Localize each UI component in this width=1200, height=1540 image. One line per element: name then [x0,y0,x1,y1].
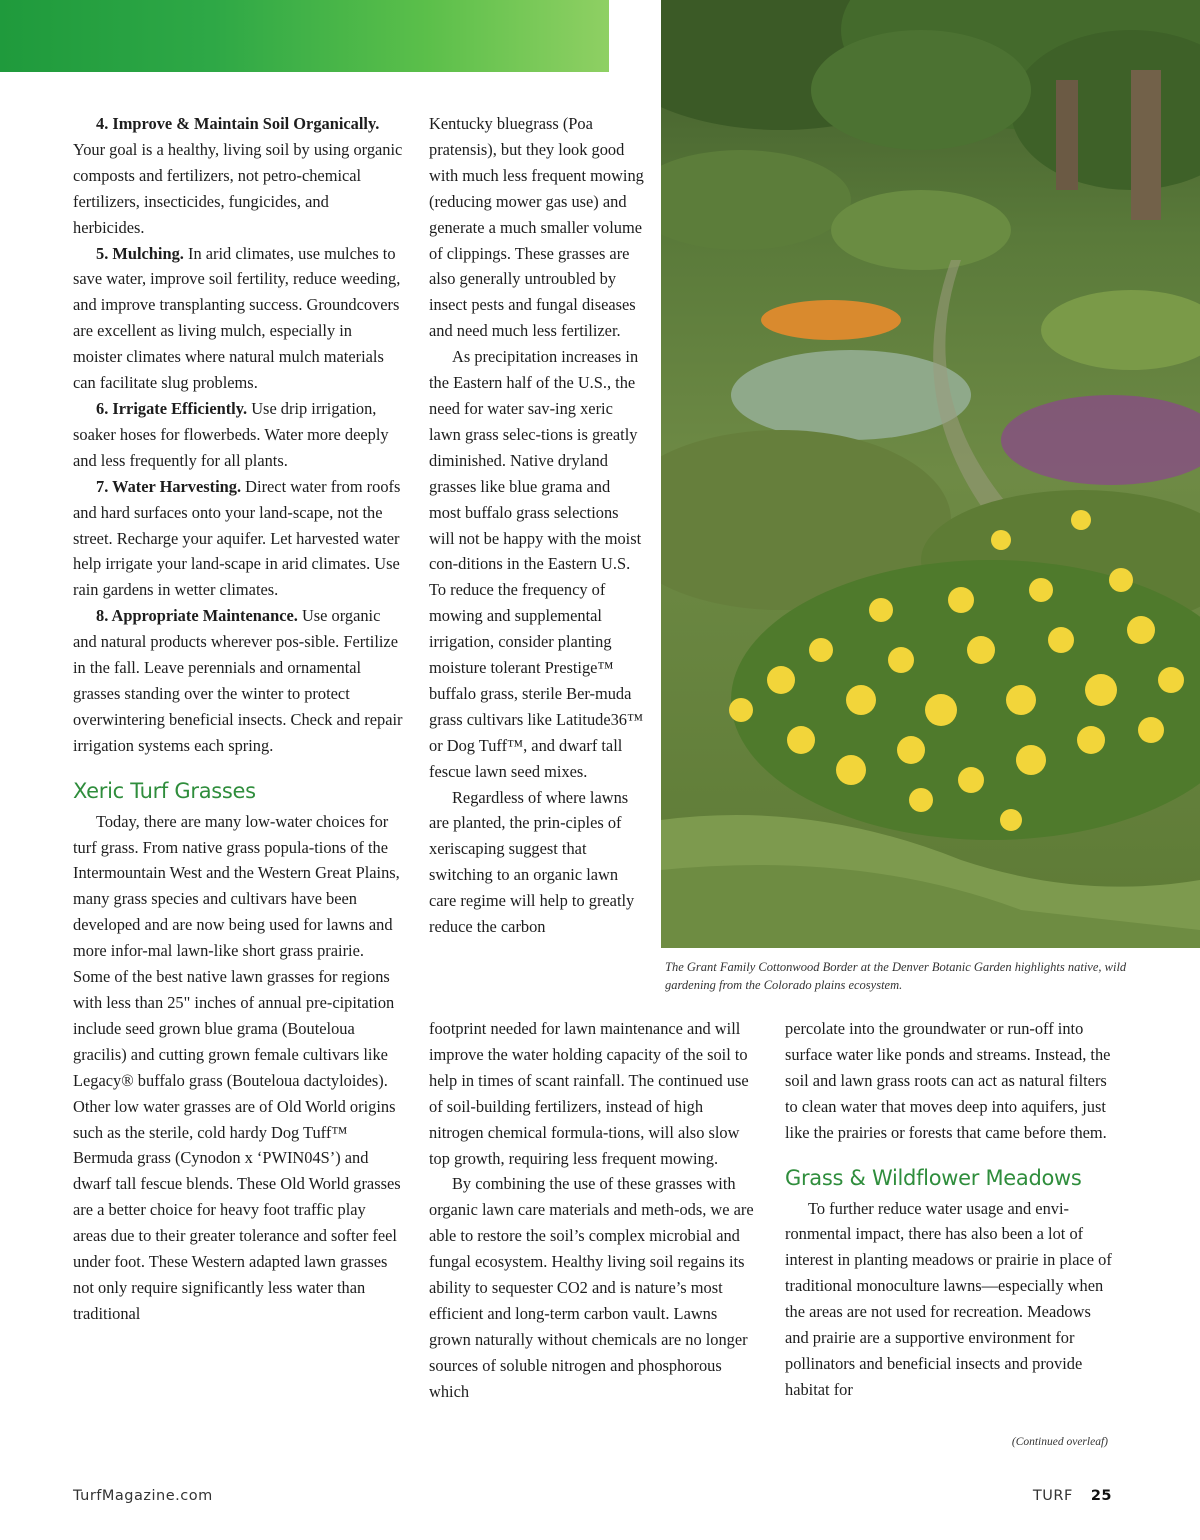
paragraph-mulching-heading: 5. Mulching. [96,243,184,263]
section-heading-xeric: Xeric Turf Grasses [73,778,256,803]
page-number: 25 [1090,1488,1112,1504]
footer-magazine: TURF [1032,1488,1073,1504]
footer-site: TurfMagazine.com [73,1488,213,1504]
header-color-bar [0,0,609,72]
paragraph-maintenance-heading: 8. Appropriate Maintenance. [96,606,298,626]
paragraph-meadows: To further reduce water usage and envi-ronmental impact, there has also been a lot of interest in planting meadows or prairie in place of traditional monoculture lawns—especially when the areas are not used for recreation. Meadows and prairie are a supportive environment for pollinators and beneficial insects and provide habitat for [785,1198,1112,1399]
paragraph-maintenance [73,603,403,758]
paragraph-xeric-intro: Today, there are many low-water choices for turf grass. From native grass popula-tions of the Intermountain West and the Western Great Plains, many grass species and cultivars have been developed and are now being used for lawns and more infor-mal lawn-like short grass prairie. Some of the best native lawn grasses for regions with less than 25" inches of annual pre-cipitation include seed grown blue grama (Bouteloua gracilis) and cutting grown female cultivars like Legacy® buffalo grass (Bouteloua dactyloides). Other low water grasses are of Old World origins such as the sterile, cold hardy Dog Tuff™ Bermuda grass (Cynodon x ‘PWIN04S’) and dwarf tall fescue blends. These Old World grasses are a better choice for heavy foot traffic play areas due to their greater tolerance and softer feel under foot. These Western adapted lawn grasses not only require significantly less water than traditional [73,811,401,1323]
paragraph-regardless-cont: footprint needed for lawn maintenance and will improve the water holding capacity of the soil to help in times of scant rainfall. The continued use of soil-building fertilizers, instead of high nitrogen chemical formula-tions, will also slow top growth, requiring less frequent mowing. [429,1019,749,1168]
section-heading-meadows: Grass & Wildflower Meadows [785,1165,1082,1190]
footer-page-info [1033,1488,1112,1504]
paragraph-combining: By combining the use of these grasses with organic lawn care materials and meth-ods, we are able to restore the soil’s complex microbial and fungal ecosystem. Healthy living soil regains its ability to sequester CO2 and is nature’s most efficient and long-term carbon vault. Lawns grown naturally without chemicals are no longer sources of soluble nitrogen and phosphorous which [429,1174,754,1401]
paragraph-maintenance-body: Use organic and natural products wherever pos-sible. Fertilize in the fall. Leave perennials and ornamental grasses standing over the winter to protect overwintering beneficial insects. Check and repair irrigation systems each spring. [73,606,403,755]
photo-caption: The Grant Family Cottonwood Border at the Denver Botanic Garden highlights native, wild gardening from the Colorado plains ecosystem. [665,960,1127,992]
paragraph-soil [73,111,403,241]
column-3 [785,1016,1115,1403]
paragraph-harvesting [73,474,403,604]
paragraph-soil-body: Your goal is a healthy, living soil by using organic composts and fertilizers, not petro-chemical fertilizers, insecticides, fungicides, and herbicides. [73,139,403,237]
column-2-bottom [429,1016,759,1405]
paragraph-regardless: Regardless of where lawns are planted, the prin-ciples of xeriscaping suggest that switching to an organic lawn care regime will help to greatly reduce the carbon [429,787,635,937]
paragraph-harvesting-body: Direct water from roofs and hard surfaces onto your land-scape, not the street. Recharge your aquifer. Let harvested water help irrigate your land-scape in arid climates. Use rain gardens in wetter climates. [73,476,401,600]
paragraph-irrigate [73,396,403,474]
paragraph-harvesting-heading: 7. Water Harvesting. [96,476,242,496]
paragraph-irrigate-body: Use drip irrigation, soaker hoses for flowerbeds. Water more deeply and less frequently for all plants. [73,398,389,470]
paragraph-irrigate-heading: 6. Irrigate Efficiently. [96,398,248,418]
column-2-top [429,111,644,940]
paragraph-bluegrass: Kentucky bluegrass (Poa pratensis), but they look good with much less frequent mowing (reducing mower gas use) and generate a much smaller volume of clippings. These grasses are also generally untroubled by insect pests and fungal diseases and need much less fertilizer. [429,114,644,341]
paragraph-precipitation: As precipitation increases in the Eastern half of the U.S., the need for water sav-ing xeric lawn grass selec-tions is greatly diminished. Native dryland grasses like blue grama and most buffalo grass selections will not be happy with the moist con-ditions in the Eastern U.S. To reduce the frequency of mowing and supplemental irrigation, consider planting moisture tolerant Prestige™ buffalo grass, sterile Ber-muda grass cultivars like Latitude36™ or Dog Tuff™, and dwarf tall fescue lawn seed mixes. [429,347,644,781]
paragraph-mulching [73,241,403,396]
column-1 [73,111,403,1327]
paragraph-mulching-body: In arid climates, use mulches to save water, improve soil fertility, reduce weeding, and improve transplanting success. Groundcovers are excellent as living mulch, especially in moister climates where natural mulch materials can facilitate slug problems. [73,243,401,393]
garden-photo [661,0,1200,948]
paragraph-percolate: percolate into the groundwater or run-off into surface water like ponds and streams. Instead, the soil and lawn grass roots can act as natural filters to clean water that moves deep into aquifers, just like the prairies or forests that came before them. [785,1019,1111,1142]
continued-note: (Continued overleaf) [1011,1436,1108,1448]
paragraph-soil-heading: 4. Improve & Maintain Soil Organically. [96,114,380,133]
